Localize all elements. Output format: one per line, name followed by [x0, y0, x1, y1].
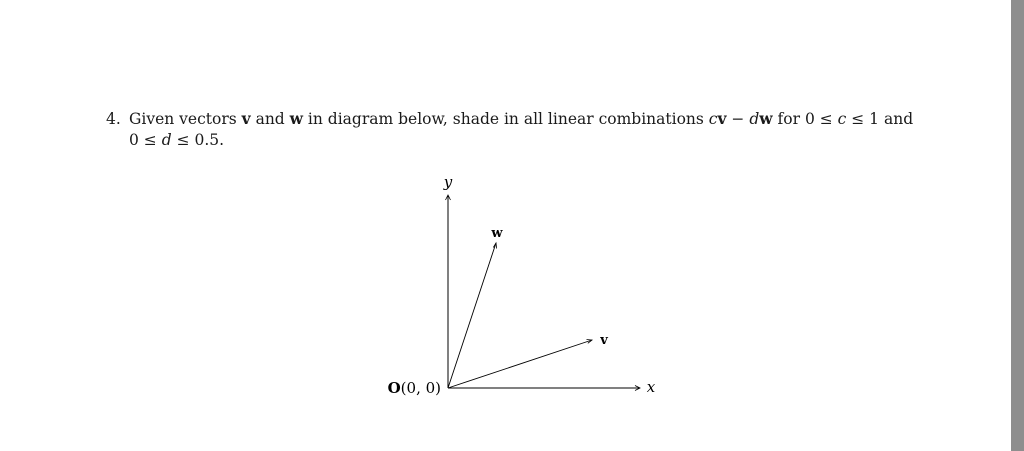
vector-v	[448, 340, 592, 388]
scalar-d: d	[749, 110, 760, 128]
vector-w-bold: w	[289, 109, 303, 128]
scalar-c: c	[708, 110, 718, 128]
x-axis-label: x	[646, 378, 656, 396]
origin-label-coords: (0, 0)	[400, 379, 441, 397]
vertical-scrollbar[interactable]	[1011, 0, 1024, 451]
text-part2: in diagram below, shade in all linear combinations	[303, 110, 709, 128]
vector-v-bold: v	[241, 109, 251, 128]
text-le-and: ≤ 1 and	[846, 110, 914, 128]
vector-w-label: w	[491, 226, 503, 241]
y-axis-label: y	[443, 173, 453, 191]
vector-v-label: v	[600, 333, 608, 348]
vector-w	[448, 243, 496, 388]
minus-sign: −	[726, 110, 750, 128]
text-part1: Given vectors	[129, 110, 242, 128]
text-for: for 0 ≤	[772, 110, 838, 128]
line2-a: 0 ≤	[129, 131, 162, 149]
vector-w-bold-2: w	[759, 109, 773, 128]
origin-label	[388, 379, 441, 397]
scalar-c-2: c	[837, 110, 847, 128]
origin-label-bold: O	[387, 379, 401, 397]
vector-v-bold-2: v	[717, 109, 727, 128]
line2-b: ≤ 0.5.	[171, 131, 225, 149]
problem-number: 4.	[106, 110, 121, 128]
text-and: and	[250, 110, 290, 128]
scalar-d-2: d	[161, 131, 172, 149]
